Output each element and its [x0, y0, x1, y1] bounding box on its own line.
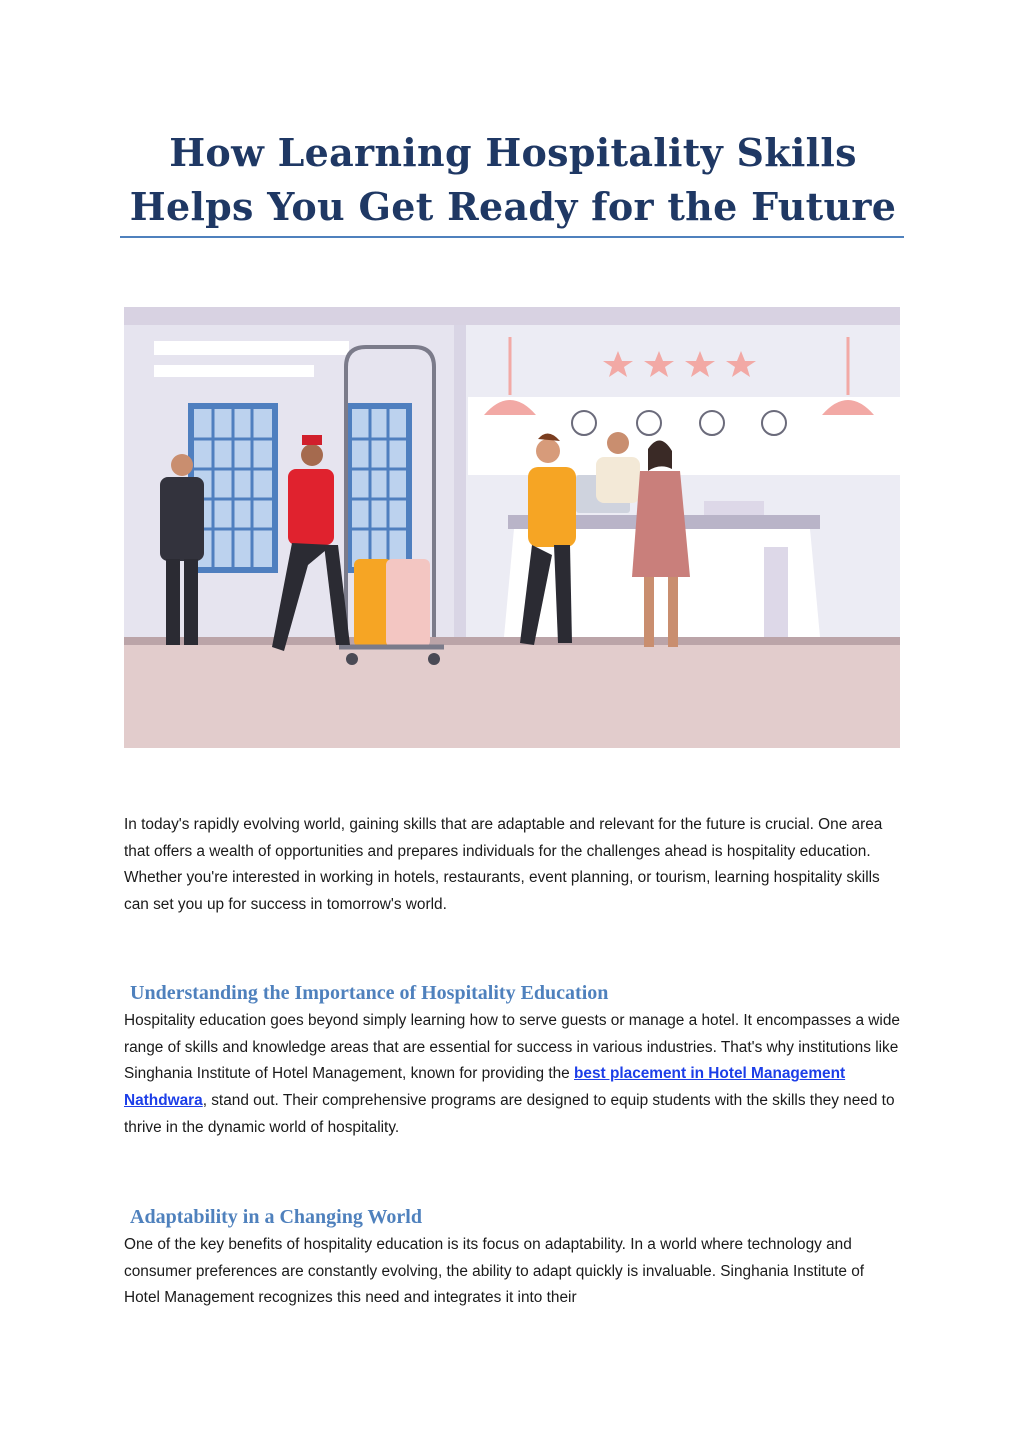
section-heading-adaptability: Adaptability in a Changing World [130, 1206, 422, 1228]
page-title [122, 126, 904, 234]
window-icon [346, 403, 412, 573]
clock-icon [637, 411, 661, 435]
paragraph-text: Hospitality education goes beyond simply learning how to serve guests or manage a hotel. It encompasses a wide range of skills and knowledge areas that are essential for success in various industries. That's why institutions like Singhania Institute of Hotel Management, known for providing the [124, 1012, 900, 1083]
title-divider [120, 236, 904, 238]
clock-icon [572, 411, 596, 435]
clock-icon [762, 411, 786, 435]
clock-icon [700, 411, 724, 435]
section-importance-paragraph [124, 1008, 904, 1142]
hotel-lobby-illustration [124, 307, 900, 748]
section-adaptability-paragraph: One of the key benefits of hospitality education is its focus on adaptability. In a world where technology and consumer preferences are constantly evolving, the ability to adapt quickly is invaluable. Singhania Institute of Hotel Management recognizes this need and integrates it into their [124, 1236, 865, 1307]
paragraph-text: , stand out. Their comprehensive programs are designed to equip students with the skills they need to thrive in the dynamic world of hospitality. [124, 1092, 895, 1136]
placement-link[interactable]: best placement in Hotel Management Nathdwara [124, 1065, 846, 1110]
intro-paragraph: In today's rapidly evolving world, gaining skills that are adaptable and relevant for the future is crucial. One area that offers a wealth of opportunities and prepares individuals for the challenges ahead is hospitality education. Whether you're interested in working in hotels, restaurants, event planning, or tourism, learning hospitality skills can set you up for success in tomorrow's world. [124, 816, 883, 914]
title-line-2: Helps You Get Ready for the Future [129, 184, 897, 229]
hero-illustration [124, 307, 900, 748]
title-line-1: How Learning Hospitality Skills [169, 130, 857, 175]
section-heading-importance: Understanding the Importance of Hospitality Education [130, 982, 609, 1004]
